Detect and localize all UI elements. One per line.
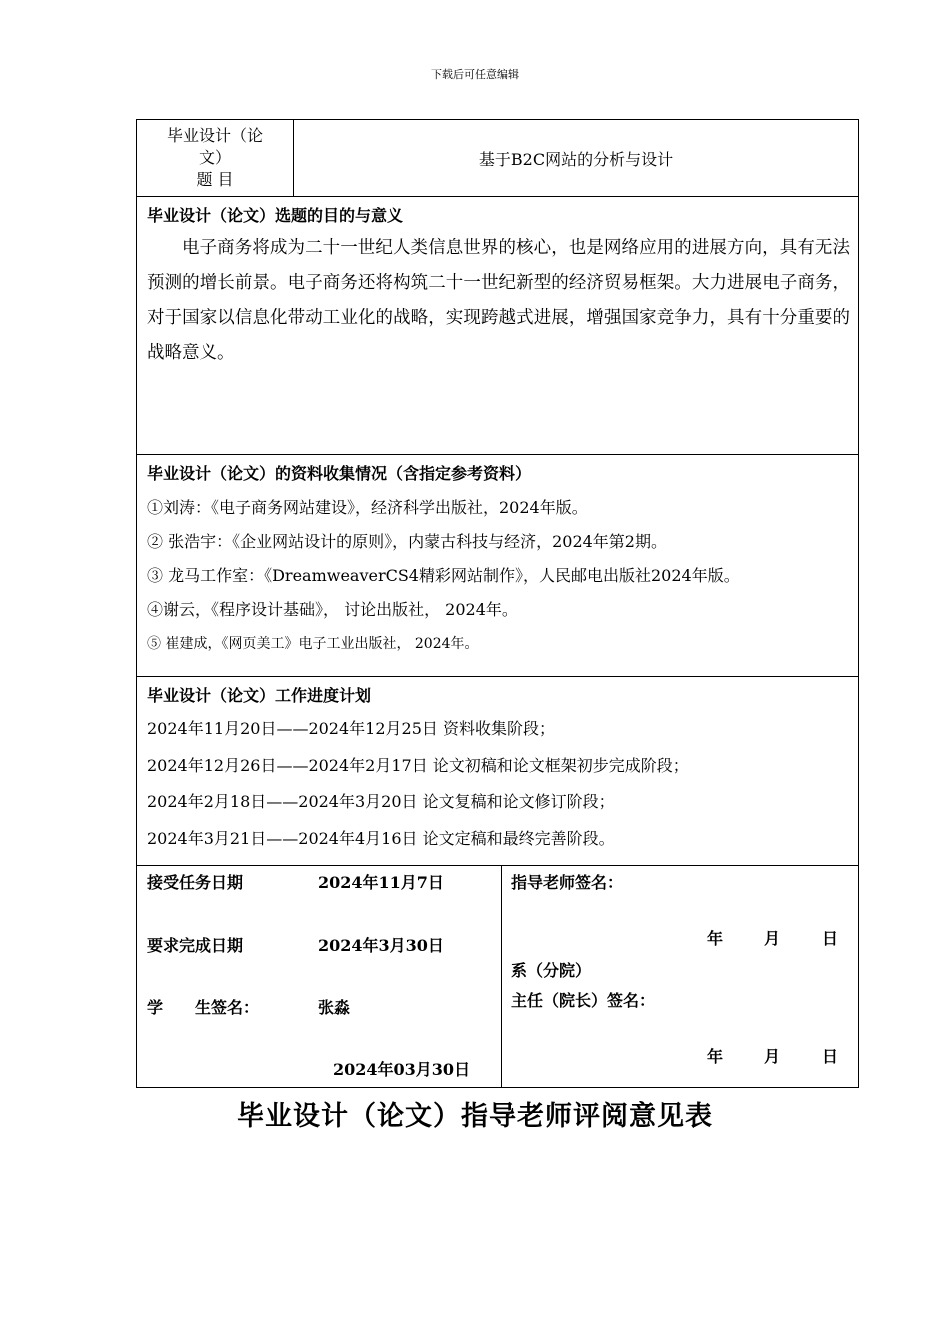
director-date-year: 年 [707, 1047, 724, 1066]
signature-section [137, 866, 858, 1087]
signature-left [137, 866, 502, 1087]
schedule-item: 2024年2月18日——2024年3月20日 论文复稿和论文修订阶段； [147, 792, 615, 811]
reference-item: ③ 龙马工作室：《DreamweaverCS4精彩网站制作》，人民邮电出版社2024年版。 [147, 566, 740, 585]
student-name: 张淼 [318, 998, 351, 1017]
director-date-day: 日 [822, 1047, 839, 1066]
references-heading: 毕业设计（论文）的资料收集情况（含指定参考资料） [147, 464, 532, 483]
title-label [137, 120, 294, 196]
department-label: 系（分院） [511, 961, 592, 980]
schedule-section [137, 677, 858, 866]
student-signature-label: 学 生签名： [147, 998, 260, 1017]
schedule-item: 2024年3月21日——2024年4月16日 论文定稿和最终完善阶段。 [147, 828, 615, 848]
header-note: 下载后可任意编辑 [431, 68, 519, 81]
references-section [137, 455, 858, 677]
due-date-label: 要求完成日期 [147, 936, 244, 955]
reference-item: ⑤ 崔建成，《网页美工》电子工业出版社， 2024年。 [147, 636, 479, 652]
accept-date-value: 2024年11月7日 [318, 873, 444, 892]
due-date-value: 2024年3月30日 [318, 936, 444, 955]
schedule-item: 2024年11月20日——2024年12月25日 资料收集阶段； [147, 719, 555, 738]
director-signature-label: 主任（院长）签名： [511, 991, 656, 1010]
advisor-date-year: 年 [707, 929, 724, 948]
schedule-heading: 毕业设计（论文）工作进度计划 [147, 686, 372, 705]
title-row [137, 120, 858, 197]
reference-item: ①刘涛：《电子商务网站建设》，经济科学出版社，2024年版。 [147, 498, 588, 517]
evaluation-form-title: 毕业设计（论文）指导老师评阅意见表 [237, 1101, 713, 1132]
schedule-item: 2024年12月26日——2024年2月17日 论文初稿和论文框架初步完成阶段； [147, 755, 689, 775]
title-label-line: 题 目 [196, 170, 234, 189]
purpose-text: 电子商务将成为二十一世纪人类信息世界的核心，也是网络应用的进展方向，具有无法预测的增长前景。电子商务还将构筑二十一世纪新型的经济贸易框架。大力进展电子商务，对于国家以信息化带动工业化的战略，实现跨越式进展，增强国家竞争力，具有十分重要的战略意义。 [147, 238, 850, 363]
accept-date-label: 接受任务日期 [147, 873, 244, 892]
reference-item: ② 张浩宇：《企业网站设计的原则》，内蒙古科技与经济，2024年第2期。 [147, 532, 667, 551]
student-sign-date: 2024年03月30日 [333, 1060, 471, 1079]
advisor-date-month: 月 [764, 929, 781, 948]
references-list [137, 483, 858, 661]
reference-item: ④谢云，《程序设计基础》， 讨论出版社， 2024年。 [147, 600, 518, 619]
director-date-month: 月 [764, 1047, 781, 1066]
purpose-heading: 毕业设计（论文）选题的目的与意义 [147, 206, 404, 225]
task-form-table [136, 119, 859, 1088]
schedule-list [137, 705, 858, 857]
advisor-signature-label: 指导老师签名： [511, 873, 624, 892]
signature-right [502, 866, 858, 1087]
thesis-title: 基于B2C网站的分析与设计 [478, 149, 674, 169]
purpose-section [137, 197, 858, 455]
title-label-line: 毕业设计（论 [166, 126, 263, 145]
advisor-date-day: 日 [822, 929, 839, 948]
title-label-line: 文） [198, 148, 231, 167]
